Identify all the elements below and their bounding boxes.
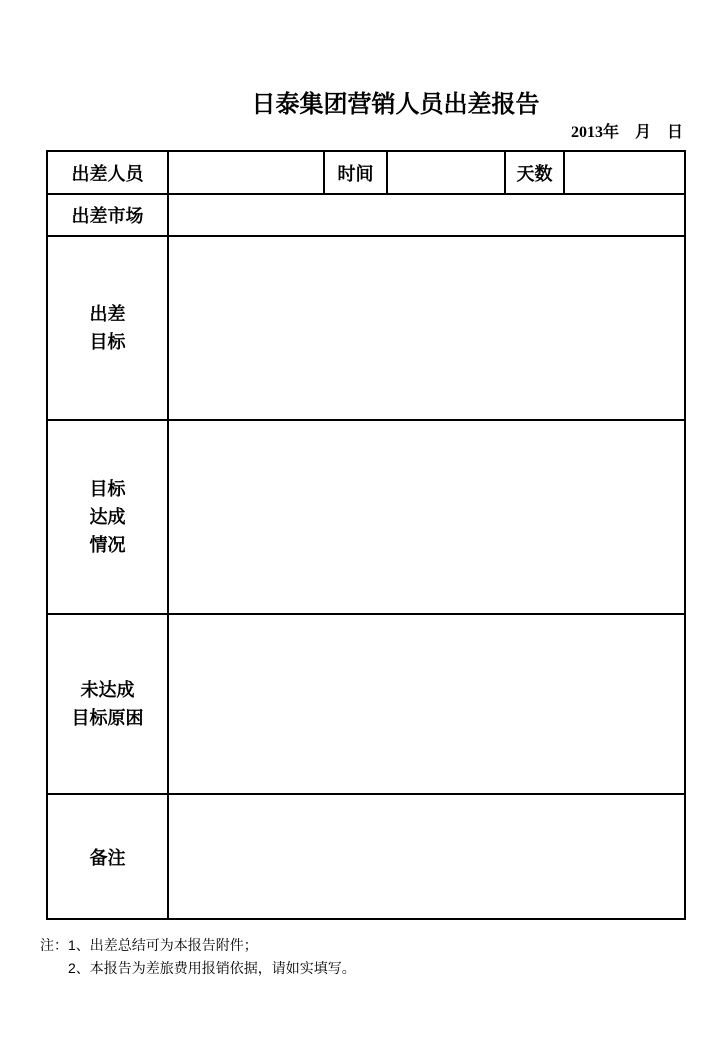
- row-person-time-days: [47, 151, 685, 194]
- row-objective: [47, 236, 685, 420]
- days-label: 天数: [505, 151, 564, 194]
- time-label: 时间: [324, 151, 387, 194]
- remarks-label: 备注: [47, 794, 168, 919]
- footer-note-1: 注：1、出差总结可为本报告附件；: [40, 937, 258, 953]
- date-line: 2013年 月 日: [570, 124, 683, 141]
- document-title: 日泰集团营销人员出差报告: [251, 91, 540, 118]
- row-unachieved-reason: [47, 614, 685, 794]
- objective-label-line1: 出差: [89, 304, 126, 324]
- achievement-label-line3: 情况: [89, 535, 126, 555]
- unachieved-reason-label-line1: 未达成: [80, 680, 135, 700]
- objective-label: [47, 236, 168, 420]
- achievement-label: [47, 420, 168, 614]
- unachieved-reason-field[interactable]: [168, 614, 685, 794]
- unachieved-reason-label-line2: 目标原困: [71, 708, 144, 728]
- objective-field[interactable]: [168, 236, 685, 420]
- trip-report-table: [46, 150, 686, 920]
- market-label: 出差市场: [47, 194, 168, 236]
- time-field[interactable]: [387, 151, 505, 194]
- unachieved-reason-label: [47, 614, 168, 794]
- market-field[interactable]: [168, 194, 685, 236]
- achievement-label-line1: 目标: [89, 479, 126, 499]
- row-achievement: [47, 420, 685, 614]
- row-remarks: [47, 794, 685, 919]
- trip-person-field[interactable]: [168, 151, 324, 194]
- remarks-field[interactable]: [168, 794, 685, 919]
- achievement-field[interactable]: [168, 420, 685, 614]
- trip-person-label: 出差人员: [47, 151, 168, 194]
- row-market: [47, 194, 685, 236]
- achievement-label-line2: 达成: [89, 507, 126, 527]
- footer-notes: [40, 934, 356, 980]
- days-field[interactable]: [564, 151, 685, 194]
- objective-label-line2: 目标: [89, 332, 126, 352]
- footer-note-2: 2、本报告为差旅费用报销依据，请如实填写。: [68, 960, 356, 976]
